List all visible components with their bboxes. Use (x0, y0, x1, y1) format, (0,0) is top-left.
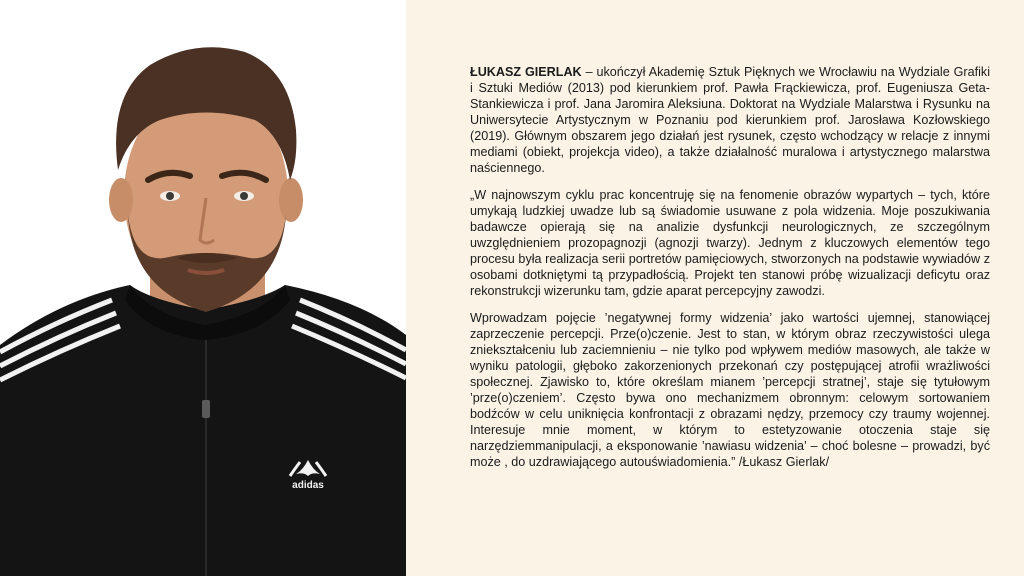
quote-paragraph-1: „W najnowszym cyklu prac koncentruję się na fenomenie obrazów wypartych – tych, które umykają ludzkiej uwadze lub są świadomie usuwane z pola widzenia. Moje poszukiwania badawcze opierają się na analizie dysfunkcji neurologicznych, ze szczególnym uwzględnieniem prozopagnozji (agnozji twarzy). Jednym z kluczowych elementów tego procesu była realizacja serii portretów pamięciowych, stworzonych na podstawie wywiadów z osobami dotkniętymi tą przypadłością. Projekt ten stanowi próbę wizualizacji deficytu oraz rekonstrukcji wizerunku tam, gdzie aparat percepcyjny zawodzi. (470, 188, 990, 298)
bio-text: – ukończył Akademię Sztuk Pięknych we Wrocławiu na Wydziale Grafiki i Sztuki Mediów (2013) pod kierunkiem prof. Pawła Frąckiewicza, prof. Eugeniusza Geta-Stankiewicza i prof. Jana Jaromira Aleksiuna. Doktorat na Wydziale Malarstwa i Rysunku na Uniwersytecie Artystycznym w Poznaniu pod kierunkiem prof. Jarosława Kozłowskiego (2019). Głównym obszarem jego działań jest rysunek, często wchodzący w relacje z innymi mediami (obiekt, projekcja video), a także działalność muralowa i artystycznego malarstwa naściennego. (470, 65, 990, 175)
portrait-photo (0, 0, 406, 576)
artist-name: ŁUKASZ GIERLAK (470, 65, 582, 79)
artist-statement (470, 64, 990, 481)
quote-paragraph-2: Wprowadzam pojęcie ’negatywnej formy widzenia’ jako wartości ujemnej, stanowiącej zaprzeczenie percepcji. Prze(o)czenie. Jest to stan, w którym obraz rzeczywistości ulega zniekształceniu lub zaciemnieniu – nie tylko pod wpływem mediów masowych, ale także w wyniku patologii, głęboko zakorzenionych przekonań czy postępującej atrofii wrażliwości społecznej. Zjawisko to, które określam mianem ’percepcji stratnej’, staje się tytułowym ’prze(o)czeniem’. Często bywa ono mechanizmem obronnym: celowym sortowaniem bodźców w celu uniknięcia konfrontacji z obrazami nędzy, przemocy czy traumy wojennej. Interesuje mnie moment, w którym to estetyzowanie otoczenia staje się narzędziemmanipulacji, a eksponowanie ’nawiasu widzenia’ – choć bolesne – prowadzi, być może , do uzdrawiającego autouświadomienia.” /Łukasz Gierlak/ (470, 311, 990, 469)
portrait-illustration (0, 0, 406, 576)
bio-paragraph (470, 64, 990, 176)
logo-text: adidas (292, 480, 324, 491)
